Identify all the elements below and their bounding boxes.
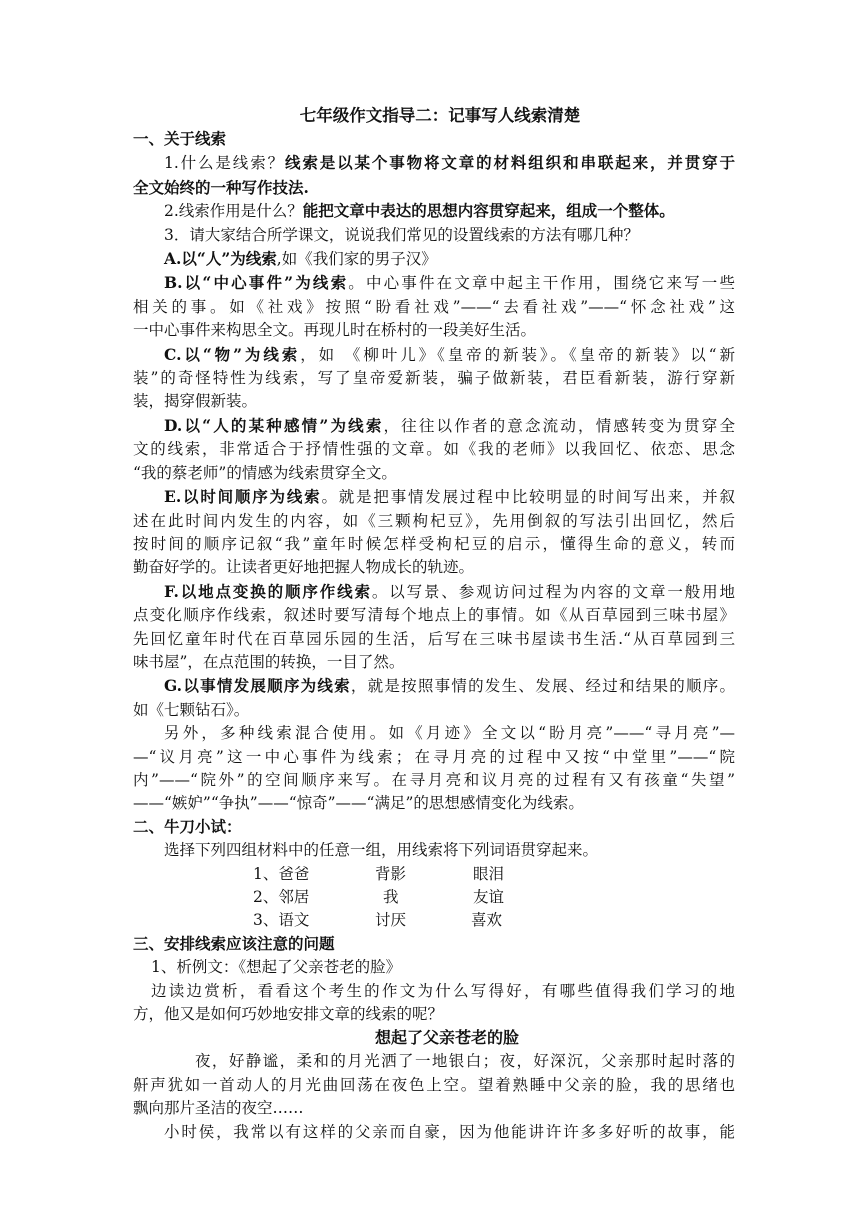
q1-label: 1.什么是线索？ xyxy=(164,154,285,173)
essay-para1-line3: 飘向那片圣洁的夜空…… xyxy=(133,1099,304,1118)
item-g-line2: 如《七颗钻石》。 xyxy=(133,700,250,719)
item-b-line1 xyxy=(133,271,735,295)
item-f-text: 。以写景、参观访问过程为内容的文章一般用地 xyxy=(371,582,735,601)
item-e-label: E.以时间顺序为线索 xyxy=(164,487,322,507)
item-e-line1 xyxy=(133,485,735,509)
item-d-line1 xyxy=(133,414,735,438)
word-2b: 我 xyxy=(383,888,399,906)
item-g-line1 xyxy=(133,674,735,698)
item-e-text: 。就是把事情发展过程中比较明显的时间写出来，并叙 xyxy=(321,488,735,507)
essay-para2-line1: 小时侯，我常以有这样的父亲而自豪，因为他能讲许许多多好听的故事，能 xyxy=(164,1122,735,1141)
item-b-line3: 一中心事件来构思全文。再现儿时在桥村的一段美好生活。 xyxy=(133,321,537,340)
item-d-line3: “我的蔡老师”的情感为线索贯穿全文。 xyxy=(133,463,397,482)
item-b-text: 。中心事件在文章中起主干作用，围绕它来写一些 xyxy=(348,274,735,293)
q2-answer: 能把文章中表达的思想内容贯穿起来，组成一个整体。 xyxy=(302,201,675,221)
section-heading-3: 三、安排线索应该注意的问题 xyxy=(133,934,335,953)
item-f-line2: 点变化顺序作线索，叙述时要写清每个地点上的事情。如《从百草园到三味书屋》 xyxy=(133,606,735,625)
other-line1: 另外，多种线索混合使用。如《月迹》全文以“盼月亮”——“寻月亮”— xyxy=(164,724,735,743)
word-3b: 讨厌 xyxy=(375,911,407,930)
item-c-text: ，如 《柳叶儿》《皇帝的新装》。《皇帝的新装》以“新 xyxy=(300,345,735,364)
paragraph-q1-line2: 全文始终的一种写作技法. xyxy=(133,177,309,197)
analysis-line2: 方，他又是如何巧妙地安排文章的线索的呢？ xyxy=(133,1005,444,1024)
item-b-label: B.以“中心事件”为线索 xyxy=(164,273,349,293)
item-c-label: C.以“物”为线索 xyxy=(164,344,301,364)
word-1b: 背影 xyxy=(375,864,407,883)
item-g-label: G.以事情发展顺序为线索 xyxy=(164,676,351,696)
item-c-line2: 装”的奇怪特性为线索，写了皇帝爱新装，骗子做新装，君臣看新装，游行穿新 xyxy=(133,369,735,388)
word-1a: 1、爸爸 xyxy=(253,864,310,883)
other-line2: —“议月亮”这一中心事件为线索；在寻月亮的过程中又按“中堂里”——“院 xyxy=(133,747,735,766)
item-a-label: A.以“人”为线索 xyxy=(164,249,277,269)
item-c-line1 xyxy=(133,343,735,367)
paragraph-q2 xyxy=(133,199,735,223)
word-1c: 眼泪 xyxy=(473,864,505,883)
item-a xyxy=(133,247,735,271)
q1-answer: 线索是以某个事物将文章的材料组织和串联起来，并贯穿于 xyxy=(284,153,735,173)
item-g-text: ，就是按照事情的发生、发展、经过和结果的顺序。 xyxy=(350,677,735,696)
essay-para1-line1: 夜，好静谧，柔和的月光洒了一地银白；夜，好深沉，父亲那时起时落的 xyxy=(195,1052,735,1071)
section-heading-2: 二、牛刀小试： xyxy=(133,817,242,836)
paragraph-q1-line1 xyxy=(133,151,735,175)
analysis-line1: 边读边赏析，看看这个考生的作文为什么写得好，有哪些值得我们学习的地 xyxy=(151,981,735,1000)
word-group-3 xyxy=(133,909,735,932)
item-a-text: ,如《我们家的男子汉》 xyxy=(276,250,437,269)
word-3a: 3、语文 xyxy=(253,911,310,930)
item-e-line2: 述在此时间内发生的内容，如《三颗枸杞豆》，先用倒叙的写法引出回忆，然后 xyxy=(133,511,735,530)
word-3c: 喜欢 xyxy=(471,911,503,930)
item-f-line4: 味书屋”，在点范围的转换，一目了然。 xyxy=(133,652,405,671)
word-group-1 xyxy=(133,863,735,886)
paragraph-q3: 3．请大家结合所学课文，说说我们常见的设置线索的方法有哪几种？ xyxy=(164,225,639,244)
item-c-line3: 装，揭穿假新装。 xyxy=(133,392,258,411)
word-2c: 友谊 xyxy=(473,888,505,906)
item-f-line1 xyxy=(133,580,735,604)
analysis-heading: 1、析例文：《想起了父亲苍老的脸》 xyxy=(151,958,402,977)
q2-label: 2.线索作用是什么？ xyxy=(164,202,303,221)
item-e-line3: 按时间的顺序记叙“我”童年时候怎样受枸杞豆的启示，懂得生命的意义，转而 xyxy=(133,534,735,553)
item-f-line3: 先回忆童年时代在百草园乐园的生活，后写在三味书屋读书生活.“从百草园到三 xyxy=(133,629,735,648)
essay-title: 想起了父亲苍老的脸 xyxy=(374,1028,519,1048)
document-page xyxy=(133,104,735,1144)
word-2a: 2、邻居 xyxy=(253,888,310,906)
other-line4: ——“嫉妒”“争执”——“惊奇”——“满足”的思想感情变化为线索。 xyxy=(133,794,584,813)
item-d-text: ，往往以作者的意念流动，情感转变为贯穿全 xyxy=(383,416,735,435)
item-e-line4: 勤奋好学的。让读者更好地把握人物成长的轨迹。 xyxy=(133,558,475,577)
item-d-line2: 文的线索，非常适合于抒情性强的文章。如《我的老师》以我回忆、依恋、思念 xyxy=(133,440,735,459)
item-d-label: D.以“人的某种感情”为线索 xyxy=(164,415,384,435)
section-heading-1: 一、关于线索 xyxy=(133,130,227,148)
document-title: 七年级作文指导二：记事写人线索清楚 xyxy=(299,106,581,125)
word-group-2 xyxy=(133,886,735,909)
other-line3: 内”——“院外”的空间顺序来写。在寻月亮和议月亮的过程有又有孩童“失望” xyxy=(133,770,735,789)
practice-intro: 选择下列四组材料中的任意一组，用线索将下列词语贯穿起来。 xyxy=(164,841,599,860)
essay-para1-line2: 鼾声犹如一首动人的月光曲回荡在夜色上空。望着熟睡中父亲的脸，我的思绪也 xyxy=(133,1075,735,1094)
item-b-line2: 相关的事。如《社戏》按照“盼看社戏”——“去看社戏”——“怀念社戏”这 xyxy=(133,297,735,316)
item-f-label: F.以地点变换的顺序作线索 xyxy=(164,581,372,601)
